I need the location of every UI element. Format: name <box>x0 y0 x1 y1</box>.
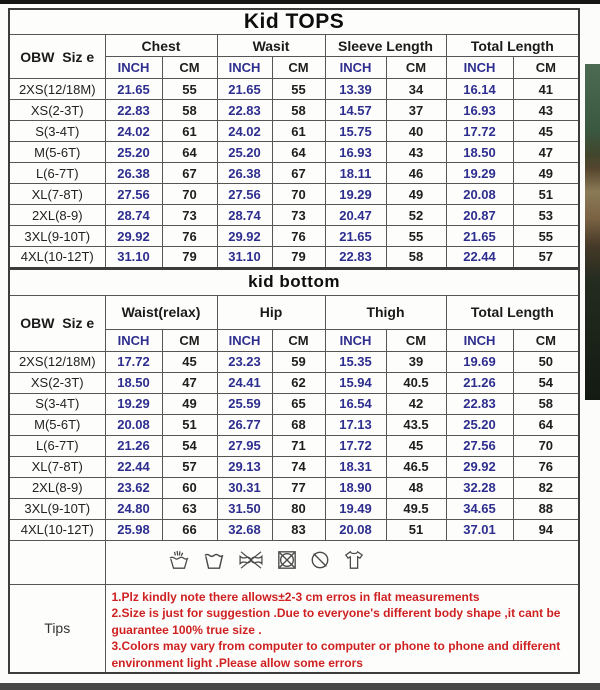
cm-value: 61 <box>272 121 325 142</box>
cm-value: 70 <box>272 184 325 205</box>
cm-value: 65 <box>272 393 325 414</box>
inch-value: 22.44 <box>446 247 513 268</box>
size-chart <box>8 8 580 674</box>
tops-title-row <box>9 9 579 35</box>
inch-value: 18.50 <box>446 142 513 163</box>
tips-text <box>106 585 579 672</box>
cm-value: 80 <box>272 498 325 519</box>
inch-value: 25.20 <box>217 142 272 163</box>
cm-header: CM <box>386 329 446 351</box>
cm-value: 70 <box>513 435 579 456</box>
inch-value: 22.83 <box>446 393 513 414</box>
inch-value: 22.44 <box>105 456 162 477</box>
inch-value: 16.93 <box>325 142 386 163</box>
inch-value: 18.90 <box>325 477 386 498</box>
cm-value: 57 <box>513 247 579 268</box>
cm-value: 49 <box>386 184 446 205</box>
cm-value: 48 <box>386 477 446 498</box>
bottom-title: kid bottom <box>9 269 579 296</box>
inch-value: 22.83 <box>325 247 386 268</box>
cm-value: 52 <box>386 205 446 226</box>
inch-value: 20.87 <box>446 205 513 226</box>
hip-header: Hip <box>217 295 325 329</box>
table-row <box>9 477 579 498</box>
inch-value: 21.65 <box>217 79 272 100</box>
waist-header: Wasit <box>217 35 325 57</box>
cm-value: 68 <box>272 414 325 435</box>
inch-value: 37.01 <box>446 519 513 540</box>
cm-value: 64 <box>513 414 579 435</box>
size-label: XL(7-8T) <box>9 456 105 477</box>
inch-value: 31.50 <box>217 498 272 519</box>
tips-line-3: 3.Colors may vary from computer to computer or phone to phone and different environment light .Please allow some errors <box>111 639 561 670</box>
inch-value: 27.95 <box>217 435 272 456</box>
cm-value: 55 <box>272 79 325 100</box>
inch-value: 29.92 <box>446 456 513 477</box>
cm-header: CM <box>272 329 325 351</box>
cm-value: 94 <box>513 519 579 540</box>
table-row <box>9 100 579 121</box>
cm-value: 40 <box>386 121 446 142</box>
table-row <box>9 393 579 414</box>
size-column-header: OBW Siz e <box>9 35 105 79</box>
inch-value: 28.74 <box>217 205 272 226</box>
bottom-title-row <box>9 269 579 296</box>
size-label: 3XL(9-10T) <box>9 498 105 519</box>
inch-value: 24.80 <box>105 498 162 519</box>
cm-value: 71 <box>272 435 325 456</box>
cm-value: 55 <box>386 226 446 247</box>
wash-basin-icon <box>203 550 225 570</box>
cm-header: CM <box>272 57 325 79</box>
inch-value: 20.47 <box>325 205 386 226</box>
cm-value: 82 <box>513 477 579 498</box>
size-label: XL(7-8T) <box>9 184 105 205</box>
inch-value: 24.02 <box>105 121 162 142</box>
inch-value: 16.54 <box>325 393 386 414</box>
size-label: XS(2-3T) <box>9 372 105 393</box>
bottom-group-header-row <box>9 295 579 329</box>
inch-header: INCH <box>217 329 272 351</box>
hand-wash-icon <box>168 550 190 570</box>
inch-value: 26.38 <box>105 163 162 184</box>
cm-value: 64 <box>272 142 325 163</box>
size-label: S(3-4T) <box>9 393 105 414</box>
size-label: 3XL(9-10T) <box>9 226 105 247</box>
cm-value: 41 <box>513 79 579 100</box>
cm-value: 49.5 <box>386 498 446 519</box>
cm-value: 79 <box>272 247 325 268</box>
cm-value: 62 <box>272 372 325 393</box>
inch-value: 23.62 <box>105 477 162 498</box>
size-label: L(6-7T) <box>9 435 105 456</box>
thigh-header: Thigh <box>325 295 446 329</box>
cm-header: CM <box>513 329 579 351</box>
inch-value: 15.94 <box>325 372 386 393</box>
cm-value: 61 <box>162 121 217 142</box>
inch-value: 32.68 <box>217 519 272 540</box>
waist-relax-header: Waist(relax) <box>105 295 217 329</box>
table-row <box>9 163 579 184</box>
care-icons-group <box>106 550 365 570</box>
do-not-wring-icon <box>238 550 264 570</box>
inch-value: 26.38 <box>217 163 272 184</box>
cm-value: 70 <box>162 184 217 205</box>
size-label: 2XL(8-9) <box>9 205 105 226</box>
inch-value: 21.26 <box>446 372 513 393</box>
total-length-header: Total Length <box>446 295 579 329</box>
table-row <box>9 456 579 477</box>
cm-value: 43 <box>386 142 446 163</box>
cm-value: 77 <box>272 477 325 498</box>
cm-value: 58 <box>513 393 579 414</box>
cm-value: 76 <box>272 226 325 247</box>
cm-value: 74 <box>272 456 325 477</box>
cm-value: 67 <box>162 163 217 184</box>
inch-value: 25.20 <box>446 414 513 435</box>
cm-value: 63 <box>162 498 217 519</box>
inch-value: 18.11 <box>325 163 386 184</box>
size-label: XS(2-3T) <box>9 100 105 121</box>
inch-value: 19.49 <box>325 498 386 519</box>
table-row <box>9 498 579 519</box>
cm-value: 37 <box>386 100 446 121</box>
inch-value: 20.08 <box>325 519 386 540</box>
size-label: 4XL(10-12T) <box>9 247 105 268</box>
cm-value: 88 <box>513 498 579 519</box>
inch-value: 29.92 <box>105 226 162 247</box>
cm-value: 76 <box>162 226 217 247</box>
inch-value: 17.13 <box>325 414 386 435</box>
cm-value: 58 <box>162 100 217 121</box>
cm-value: 40.5 <box>386 372 446 393</box>
table-row <box>9 226 579 247</box>
size-label: 2XL(8-9) <box>9 477 105 498</box>
inch-value: 18.50 <box>105 372 162 393</box>
table-row <box>9 435 579 456</box>
inch-value: 27.56 <box>446 435 513 456</box>
inch-value: 20.08 <box>446 184 513 205</box>
inch-value: 23.23 <box>217 351 272 372</box>
cm-value: 60 <box>162 477 217 498</box>
cm-header: CM <box>162 329 217 351</box>
table-row <box>9 372 579 393</box>
kid-bottom-table <box>8 268 580 674</box>
total-length-header: Total Length <box>446 35 579 57</box>
chest-header: Chest <box>105 35 217 57</box>
sleeve-length-header: Sleeve Length <box>325 35 446 57</box>
care-icons-row <box>9 540 579 584</box>
cm-value: 67 <box>272 163 325 184</box>
cm-value: 49 <box>513 163 579 184</box>
inch-value: 29.13 <box>217 456 272 477</box>
cm-value: 47 <box>162 372 217 393</box>
cm-value: 34 <box>386 79 446 100</box>
cm-value: 79 <box>162 247 217 268</box>
table-row <box>9 351 579 372</box>
cm-value: 39 <box>386 351 446 372</box>
inch-value: 15.75 <box>325 121 386 142</box>
size-column-header: OBW Siz e <box>9 295 105 351</box>
inch-header: INCH <box>325 329 386 351</box>
table-row <box>9 247 579 268</box>
table-row <box>9 79 579 100</box>
inch-value: 22.83 <box>217 100 272 121</box>
cm-value: 76 <box>513 456 579 477</box>
inch-value: 31.10 <box>217 247 272 268</box>
inch-value: 21.65 <box>446 226 513 247</box>
inch-value: 29.92 <box>217 226 272 247</box>
tips-row <box>9 584 579 673</box>
table-row <box>9 519 579 540</box>
inch-value: 24.02 <box>217 121 272 142</box>
cm-value: 73 <box>162 205 217 226</box>
size-label: 2XS(12/18M) <box>9 79 105 100</box>
cm-header: CM <box>386 57 446 79</box>
inch-value: 25.20 <box>105 142 162 163</box>
inch-header: INCH <box>217 57 272 79</box>
inch-value: 21.65 <box>105 79 162 100</box>
inch-value: 19.69 <box>446 351 513 372</box>
cm-value: 55 <box>162 79 217 100</box>
inch-value: 18.31 <box>325 456 386 477</box>
inch-header: INCH <box>105 329 162 351</box>
inch-value: 32.28 <box>446 477 513 498</box>
cm-value: 45 <box>386 435 446 456</box>
tops-title: Kid TOPS <box>9 9 579 35</box>
inch-value: 22.83 <box>105 100 162 121</box>
top-border-bar <box>0 0 600 4</box>
cm-value: 58 <box>272 100 325 121</box>
size-label: M(5-6T) <box>9 142 105 163</box>
empty-cell <box>9 540 105 584</box>
inch-value: 30.31 <box>217 477 272 498</box>
do-not-dry-clean-icon <box>310 550 330 570</box>
inch-header: INCH <box>446 57 513 79</box>
do-not-tumble-dry-icon <box>277 550 297 570</box>
cm-value: 83 <box>272 519 325 540</box>
inch-value: 25.98 <box>105 519 162 540</box>
cm-value: 50 <box>513 351 579 372</box>
cm-value: 43.5 <box>386 414 446 435</box>
cm-value: 43 <box>513 100 579 121</box>
inch-header: INCH <box>325 57 386 79</box>
cm-value: 49 <box>162 393 217 414</box>
inch-value: 21.65 <box>325 226 386 247</box>
cm-value: 46 <box>386 163 446 184</box>
cm-value: 51 <box>513 184 579 205</box>
inch-value: 27.56 <box>217 184 272 205</box>
cm-value: 47 <box>513 142 579 163</box>
cm-value: 53 <box>513 205 579 226</box>
table-row <box>9 205 579 226</box>
cm-value: 64 <box>162 142 217 163</box>
table-row <box>9 184 579 205</box>
cm-value: 54 <box>162 435 217 456</box>
table-row <box>9 142 579 163</box>
cm-value: 55 <box>513 226 579 247</box>
inch-value: 17.72 <box>105 351 162 372</box>
inch-header: INCH <box>446 329 513 351</box>
cm-header: CM <box>162 57 217 79</box>
inch-value: 13.39 <box>325 79 386 100</box>
size-label: 2XS(12/18M) <box>9 351 105 372</box>
inch-value: 27.56 <box>105 184 162 205</box>
inch-value: 19.29 <box>325 184 386 205</box>
kid-tops-table <box>8 8 580 269</box>
cm-header: CM <box>513 57 579 79</box>
bottom-border-bar <box>0 683 600 690</box>
inch-value: 26.77 <box>217 414 272 435</box>
cm-value: 66 <box>162 519 217 540</box>
garment-icon <box>343 550 365 570</box>
cm-value: 54 <box>513 372 579 393</box>
cm-value: 59 <box>272 351 325 372</box>
size-label: S(3-4T) <box>9 121 105 142</box>
cm-value: 51 <box>386 519 446 540</box>
inch-value: 17.72 <box>446 121 513 142</box>
table-row <box>9 121 579 142</box>
tips-label: Tips <box>9 584 105 673</box>
cm-value: 46.5 <box>386 456 446 477</box>
inch-value: 16.93 <box>446 100 513 121</box>
inch-value: 17.72 <box>325 435 386 456</box>
cm-value: 45 <box>513 121 579 142</box>
cm-value: 58 <box>386 247 446 268</box>
cm-value: 45 <box>162 351 217 372</box>
inch-value: 31.10 <box>105 247 162 268</box>
inch-header: INCH <box>105 57 162 79</box>
tops-group-header-row <box>9 35 579 57</box>
cm-value: 42 <box>386 393 446 414</box>
inch-value: 24.41 <box>217 372 272 393</box>
size-label: M(5-6T) <box>9 414 105 435</box>
tips-line-2: 2.Size is just for suggestion .Due to everyone's different body shape ,it cant be guarantee 100% true size . <box>111 606 561 637</box>
inch-value: 19.29 <box>105 393 162 414</box>
cm-value: 73 <box>272 205 325 226</box>
inch-value: 25.59 <box>217 393 272 414</box>
inch-value: 16.14 <box>446 79 513 100</box>
inch-value: 14.57 <box>325 100 386 121</box>
inch-value: 20.08 <box>105 414 162 435</box>
photo-edge-strip <box>585 64 600 400</box>
cm-value: 51 <box>162 414 217 435</box>
size-label: L(6-7T) <box>9 163 105 184</box>
tips-line-1: 1.Plz kindly note there allows±2-3 cm erros in flat measurements <box>111 589 480 604</box>
inch-value: 28.74 <box>105 205 162 226</box>
size-label: 4XL(10-12T) <box>9 519 105 540</box>
inch-value: 19.29 <box>446 163 513 184</box>
cm-value: 57 <box>162 456 217 477</box>
inch-value: 34.65 <box>446 498 513 519</box>
table-row <box>9 414 579 435</box>
inch-value: 21.26 <box>105 435 162 456</box>
inch-value: 15.35 <box>325 351 386 372</box>
